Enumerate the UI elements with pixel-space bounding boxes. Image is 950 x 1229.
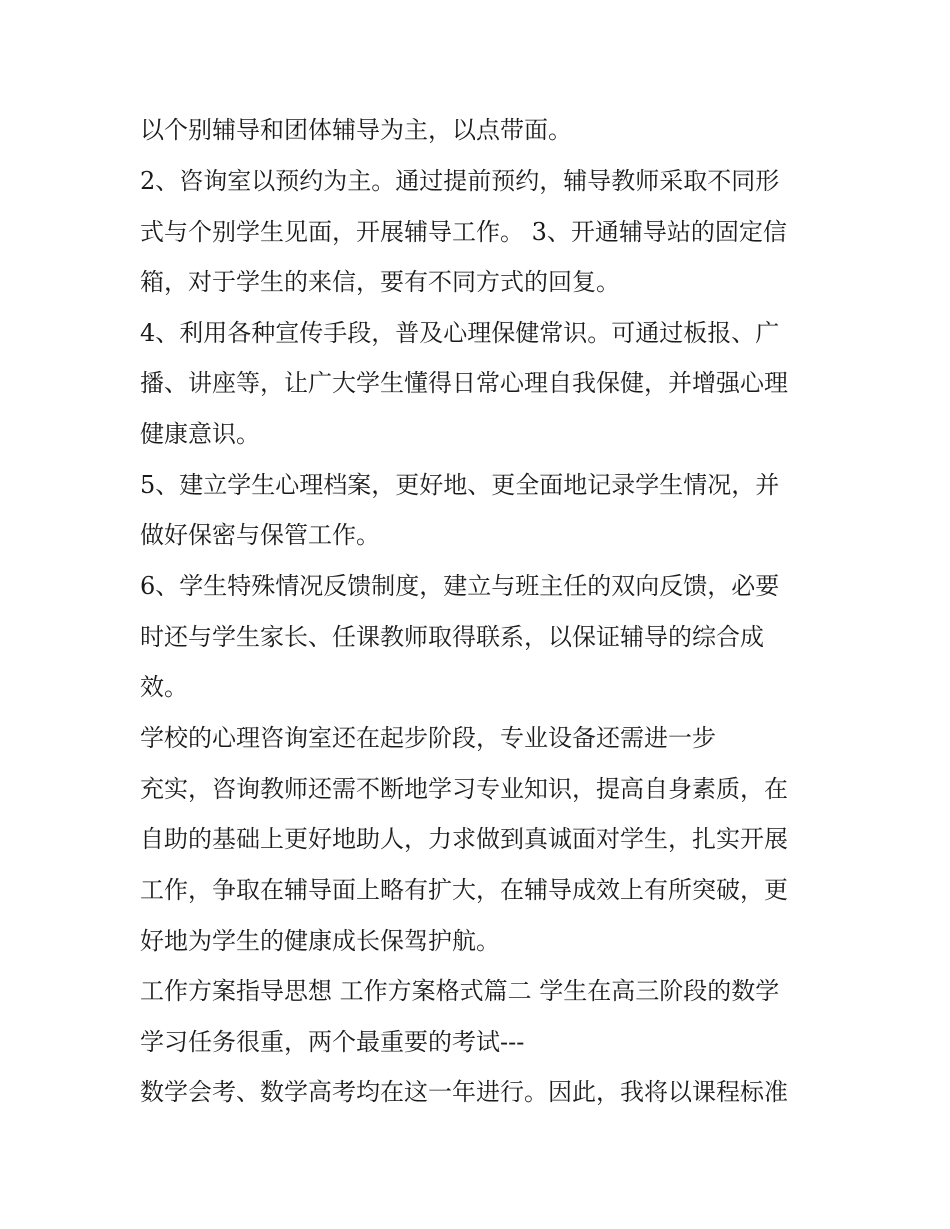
text-line: 健康意识。 <box>140 420 260 448</box>
text-line: 时还与学生家长、任课教师取得联系，以保证辅导的综合成 <box>140 623 764 651</box>
text-line: 2、咨询室以预约为主。通过提前预约，辅导教师采取不同形 <box>140 167 780 195</box>
text-line: 工作方案指导思想 工作方案格式篇二 学生在高三阶段的数学 <box>140 977 780 1005</box>
text-line: 6、学生特殊情况反馈制度，建立与班主任的双向反馈，必要 <box>140 572 780 600</box>
text-line: 充实，咨询教师还需不断地学习专业知识，提高自身素质，在 <box>140 775 788 803</box>
text-line: 好地为学生的健康成长保驾护航。 <box>140 927 500 955</box>
text-line: 以个别辅导和团体辅导为主，以点带面。 <box>140 116 572 144</box>
text-line: 4、利用各种宣传手段，普及心理保健常识。可通过板报、广 <box>140 319 780 347</box>
text-line: 箱，对于学生的来信，要有不同方式的回复。 <box>140 268 620 296</box>
text-line: 播、讲座等，让广大学生懂得日常心理自我保健，并增强心理 <box>140 369 788 397</box>
text-line: 式与个别学生见面，开展辅导工作。 3、开通辅导站的固定信 <box>140 218 787 246</box>
text-line: 学习任务很重，两个最重要的考试--- <box>140 1028 525 1056</box>
text-line: 自助的基础上更好地助人，力求做到真诚面对学生，扎实开展 <box>140 825 788 853</box>
text-line: 学校的心理咨询室还在起步阶段，专业设备还需进一步 <box>140 724 716 752</box>
text-line: 数学会考、数学高考均在这一年进行。因此，我将以课程标准 <box>140 1078 788 1106</box>
text-line: 做好保密与保管工作。 <box>140 521 380 549</box>
text-line: 5、建立学生心理档案，更好地、更全面地记录学生情况，并 <box>140 471 780 499</box>
text-line: 工作，争取在辅导面上略有扩大，在辅导成效上有所突破，更 <box>140 876 788 904</box>
text-line: 效。 <box>140 673 188 701</box>
